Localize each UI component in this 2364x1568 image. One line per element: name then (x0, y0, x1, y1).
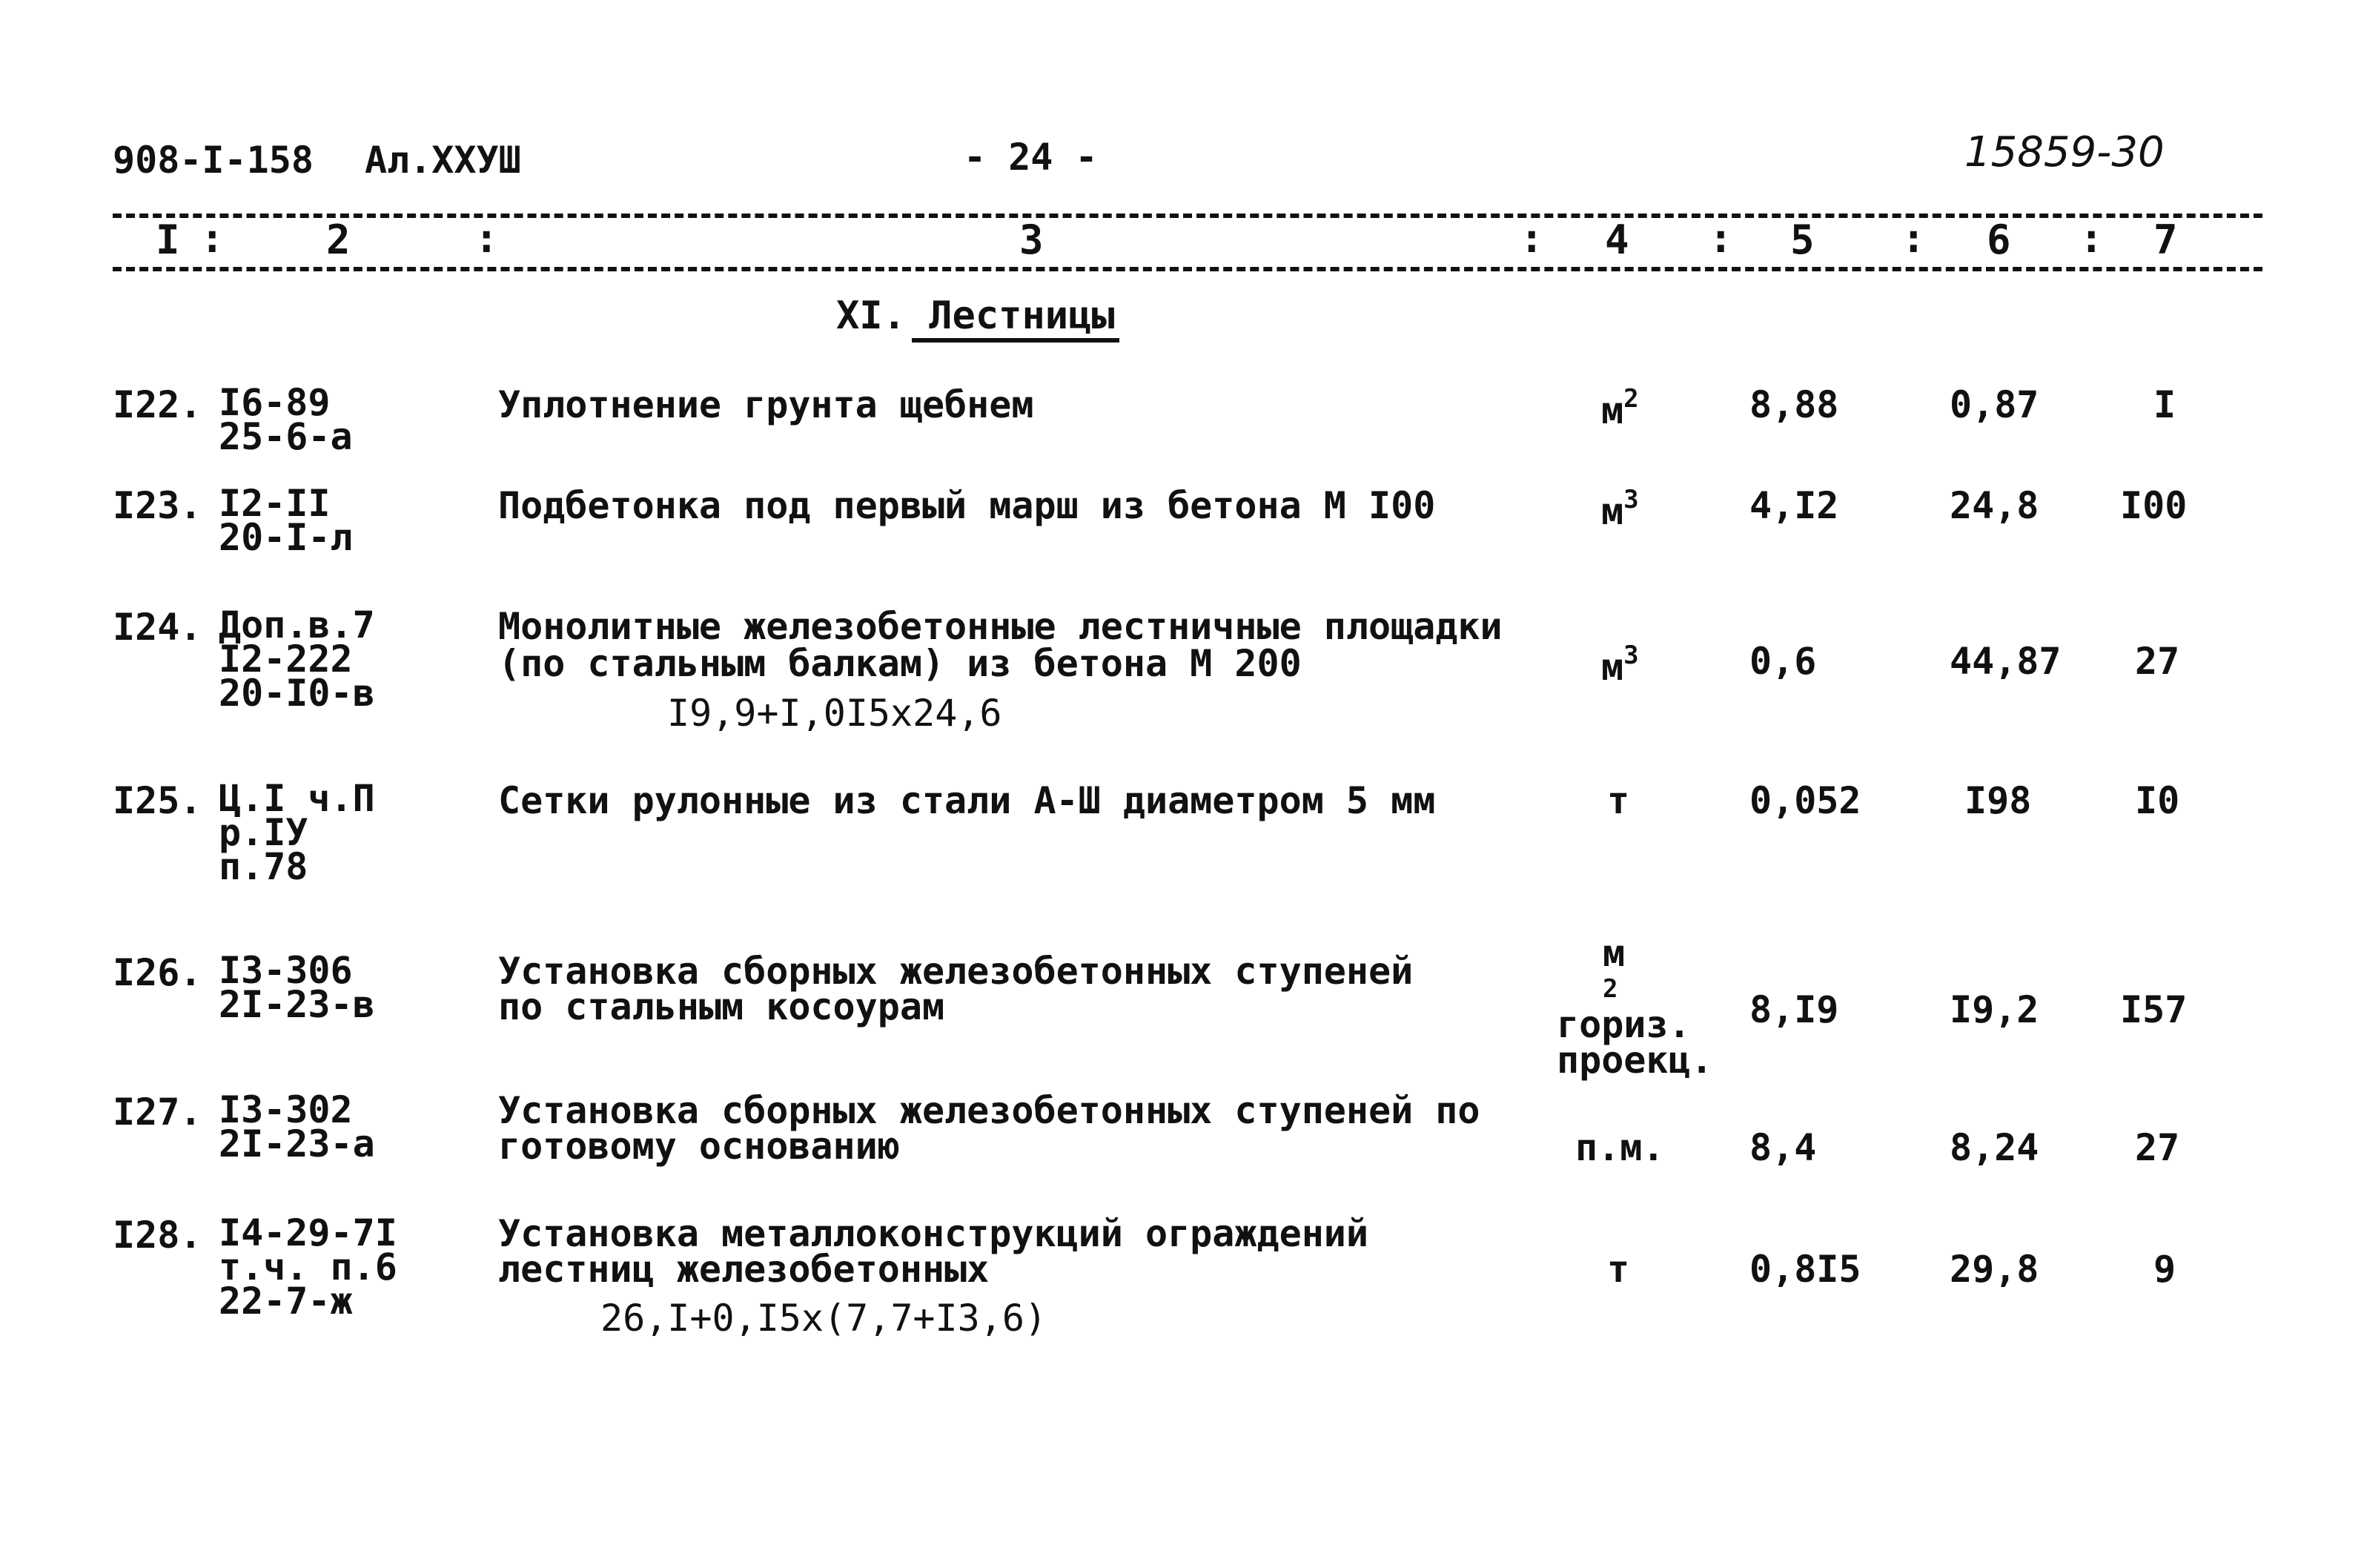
col-header-4: 4 (1605, 216, 1629, 263)
row-unit: п.м. (1575, 1126, 1665, 1169)
row-price: 24,8 (1950, 484, 2039, 527)
col-separator: : (474, 215, 499, 262)
row-price: 8,24 (1950, 1126, 2039, 1169)
row-total: I (2153, 383, 2176, 426)
row-number: I26. (113, 951, 202, 994)
header-dashed-line-top (113, 214, 2262, 218)
row-price: I9,2 (1950, 988, 2039, 1031)
row-number: I22. (113, 383, 202, 426)
row-description: Монолитные железобетонные лестничные площадки (по стальным балкам) из бетона М 200 (498, 605, 1503, 685)
row-number: I28. (113, 1214, 202, 1257)
row-description: Установка металлоконструкций ограждений лестниц железобетонных (498, 1212, 1368, 1291)
row-quantity: 8,88 (1749, 383, 1839, 426)
row-unit: м 2 гориз. проекц. (1557, 932, 1713, 1082)
row-description: Установка сборных железобетонных ступеней по стальным косоурам (498, 950, 1414, 1028)
row-price: 29,8 (1950, 1248, 2039, 1291)
row-quantity: 8,I9 (1749, 988, 1839, 1031)
col-separator: : (2079, 215, 2104, 262)
col-separator: : (200, 215, 225, 262)
page-number: - 24 - (964, 136, 1098, 179)
row-price: 44,87 (1950, 640, 2062, 683)
row-reference: I6-89 25-6-а (219, 381, 353, 458)
row-number: I25. (113, 779, 202, 822)
row-reference: Ц.I ч.П р.IУ п.78 (219, 777, 375, 888)
row-description: Сетки рулонные из стали А-Ш диаметром 5 мм (498, 779, 1436, 822)
row-reference: I4-29-7I т.ч. п.6 22-7-ж (219, 1211, 397, 1323)
row-total: 9 (2153, 1248, 2176, 1291)
col-header-7: 7 (2153, 216, 2178, 263)
album-label: Ал.XXУШ (365, 139, 521, 182)
col-separator: : (1520, 215, 1544, 262)
row-reference: I2-II 20-I-л (219, 482, 353, 559)
row-unit: $м^3$ (1601, 641, 1639, 689)
row-price: I98 (1964, 779, 2032, 822)
row-unit: т (1607, 1248, 1630, 1291)
row-quantity: 0,052 (1749, 779, 1861, 822)
row-total: I00 (2120, 484, 2188, 527)
row-reference: I3-302 2I-23-а (219, 1088, 375, 1165)
row-unit: т (1607, 779, 1630, 822)
row-reference: Доп.в.7 I2-222 20-I0-в (219, 603, 375, 715)
row-reference: I3-306 2I-23-в (219, 949, 375, 1026)
row-quantity: 8,4 (1749, 1126, 1817, 1169)
section-title: XI. Лестницы (836, 294, 1115, 338)
handwritten-number: 15859-30 (1964, 128, 2165, 176)
row-unit: $м^3$ (1601, 485, 1639, 533)
col-header-3: 3 (1019, 216, 1044, 263)
header-dashed-line-bottom (113, 267, 2262, 271)
doc-code: 908-I-158 (113, 139, 314, 182)
row-formula: 26,I+0,I5x(7,7+I3,6) (600, 1297, 1047, 1340)
row-unit: $м^2$ (1601, 384, 1639, 432)
col-separator: : (1901, 215, 1926, 262)
col-header-5: 5 (1790, 216, 1815, 263)
row-total: I0 (2135, 779, 2180, 822)
row-description: Установка сборных железобетонных ступеней по готовому основанию (498, 1089, 1480, 1168)
row-description: Подбетонка под первый марш из бетона М I00 (498, 484, 1436, 527)
col-separator: : (1709, 215, 1733, 262)
row-number: I27. (113, 1091, 202, 1134)
row-formula: I9,9+I,0I5x24,6 (667, 692, 1002, 735)
col-header-6: 6 (1987, 216, 2011, 263)
row-quantity: 0,6 (1749, 640, 1817, 683)
row-total: 27 (2135, 640, 2180, 683)
row-total: I57 (2120, 988, 2188, 1031)
col-header-1: I (156, 216, 180, 263)
col-header-2: 2 (326, 216, 351, 263)
row-description: Уплотнение грунта щебнем (498, 383, 1034, 426)
row-total: 27 (2135, 1126, 2180, 1169)
section-title-underline (912, 338, 1119, 343)
row-number: I23. (113, 484, 202, 527)
row-price: 0,87 (1950, 383, 2039, 426)
row-quantity: 0,8I5 (1749, 1248, 1861, 1291)
row-number: I24. (113, 606, 202, 649)
row-quantity: 4,I2 (1749, 484, 1839, 527)
